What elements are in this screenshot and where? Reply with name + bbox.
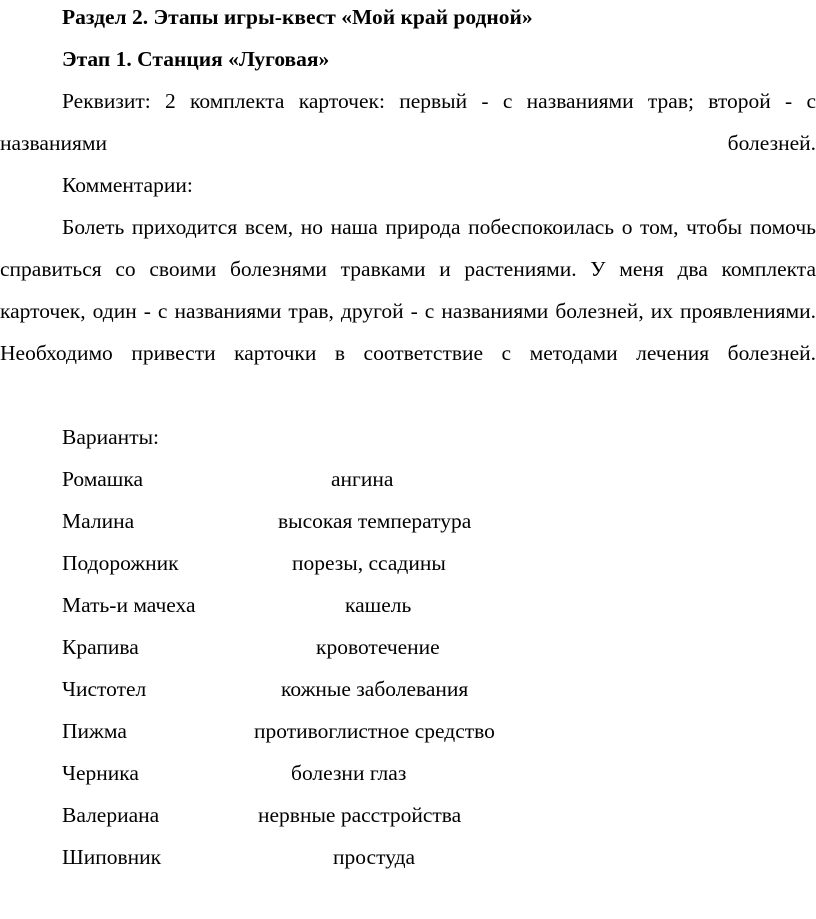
comments-label: Комментарии: [62,173,193,197]
comment-paragraph: Болеть приходится всем, но наша природа побеспокоилась о том, чтобы помочь справиться со своими болезнями травками и растениями. У меня два комплекта карточек, один - с названиями трав, другой - с названиями болезней, их проявлениями. Необходимо привести карточки в соответствие с методами лечения болезней. [0,215,816,365]
variant-herb: Чистотел [62,677,147,701]
variant-herb: Шиповник [62,845,162,869]
variant-illness: болезни глаз [291,761,407,785]
variant-illness: кровотечение [316,635,440,659]
variant-herb: Валериана [62,803,160,827]
variant-herb: Мать-и мачеха [62,593,196,617]
section-title: Раздел 2. Этапы игры-квест «Мой край родной» [62,5,533,29]
variant-illness: кашель [345,593,412,617]
variant-herb: Подорожник [62,551,179,575]
variant-herb: Крапива [62,635,139,659]
props-paragraph: Реквизит: 2 комплекта карточек: первый - с названиями трав; второй - с названиями болезней. [0,89,816,155]
variant-herb: Ромашка [62,467,143,491]
variant-herb: Черника [62,761,139,785]
variant-illness: нервные расстройства [258,803,462,827]
stage-title: Этап 1. Станция «Луговая» [62,47,330,71]
variants-label: Варианты: [62,425,160,449]
variant-illness: простуда [333,845,416,869]
variant-illness: ангина [331,467,394,491]
variant-herb: Пижма [62,719,127,743]
variant-illness: кожные заболевания [281,677,469,701]
variant-illness: противоглистное средство [254,719,495,743]
variant-herb: Малина [62,509,135,533]
variant-illness: порезы, ссадины [292,551,446,575]
variant-illness: высокая температура [278,509,472,533]
